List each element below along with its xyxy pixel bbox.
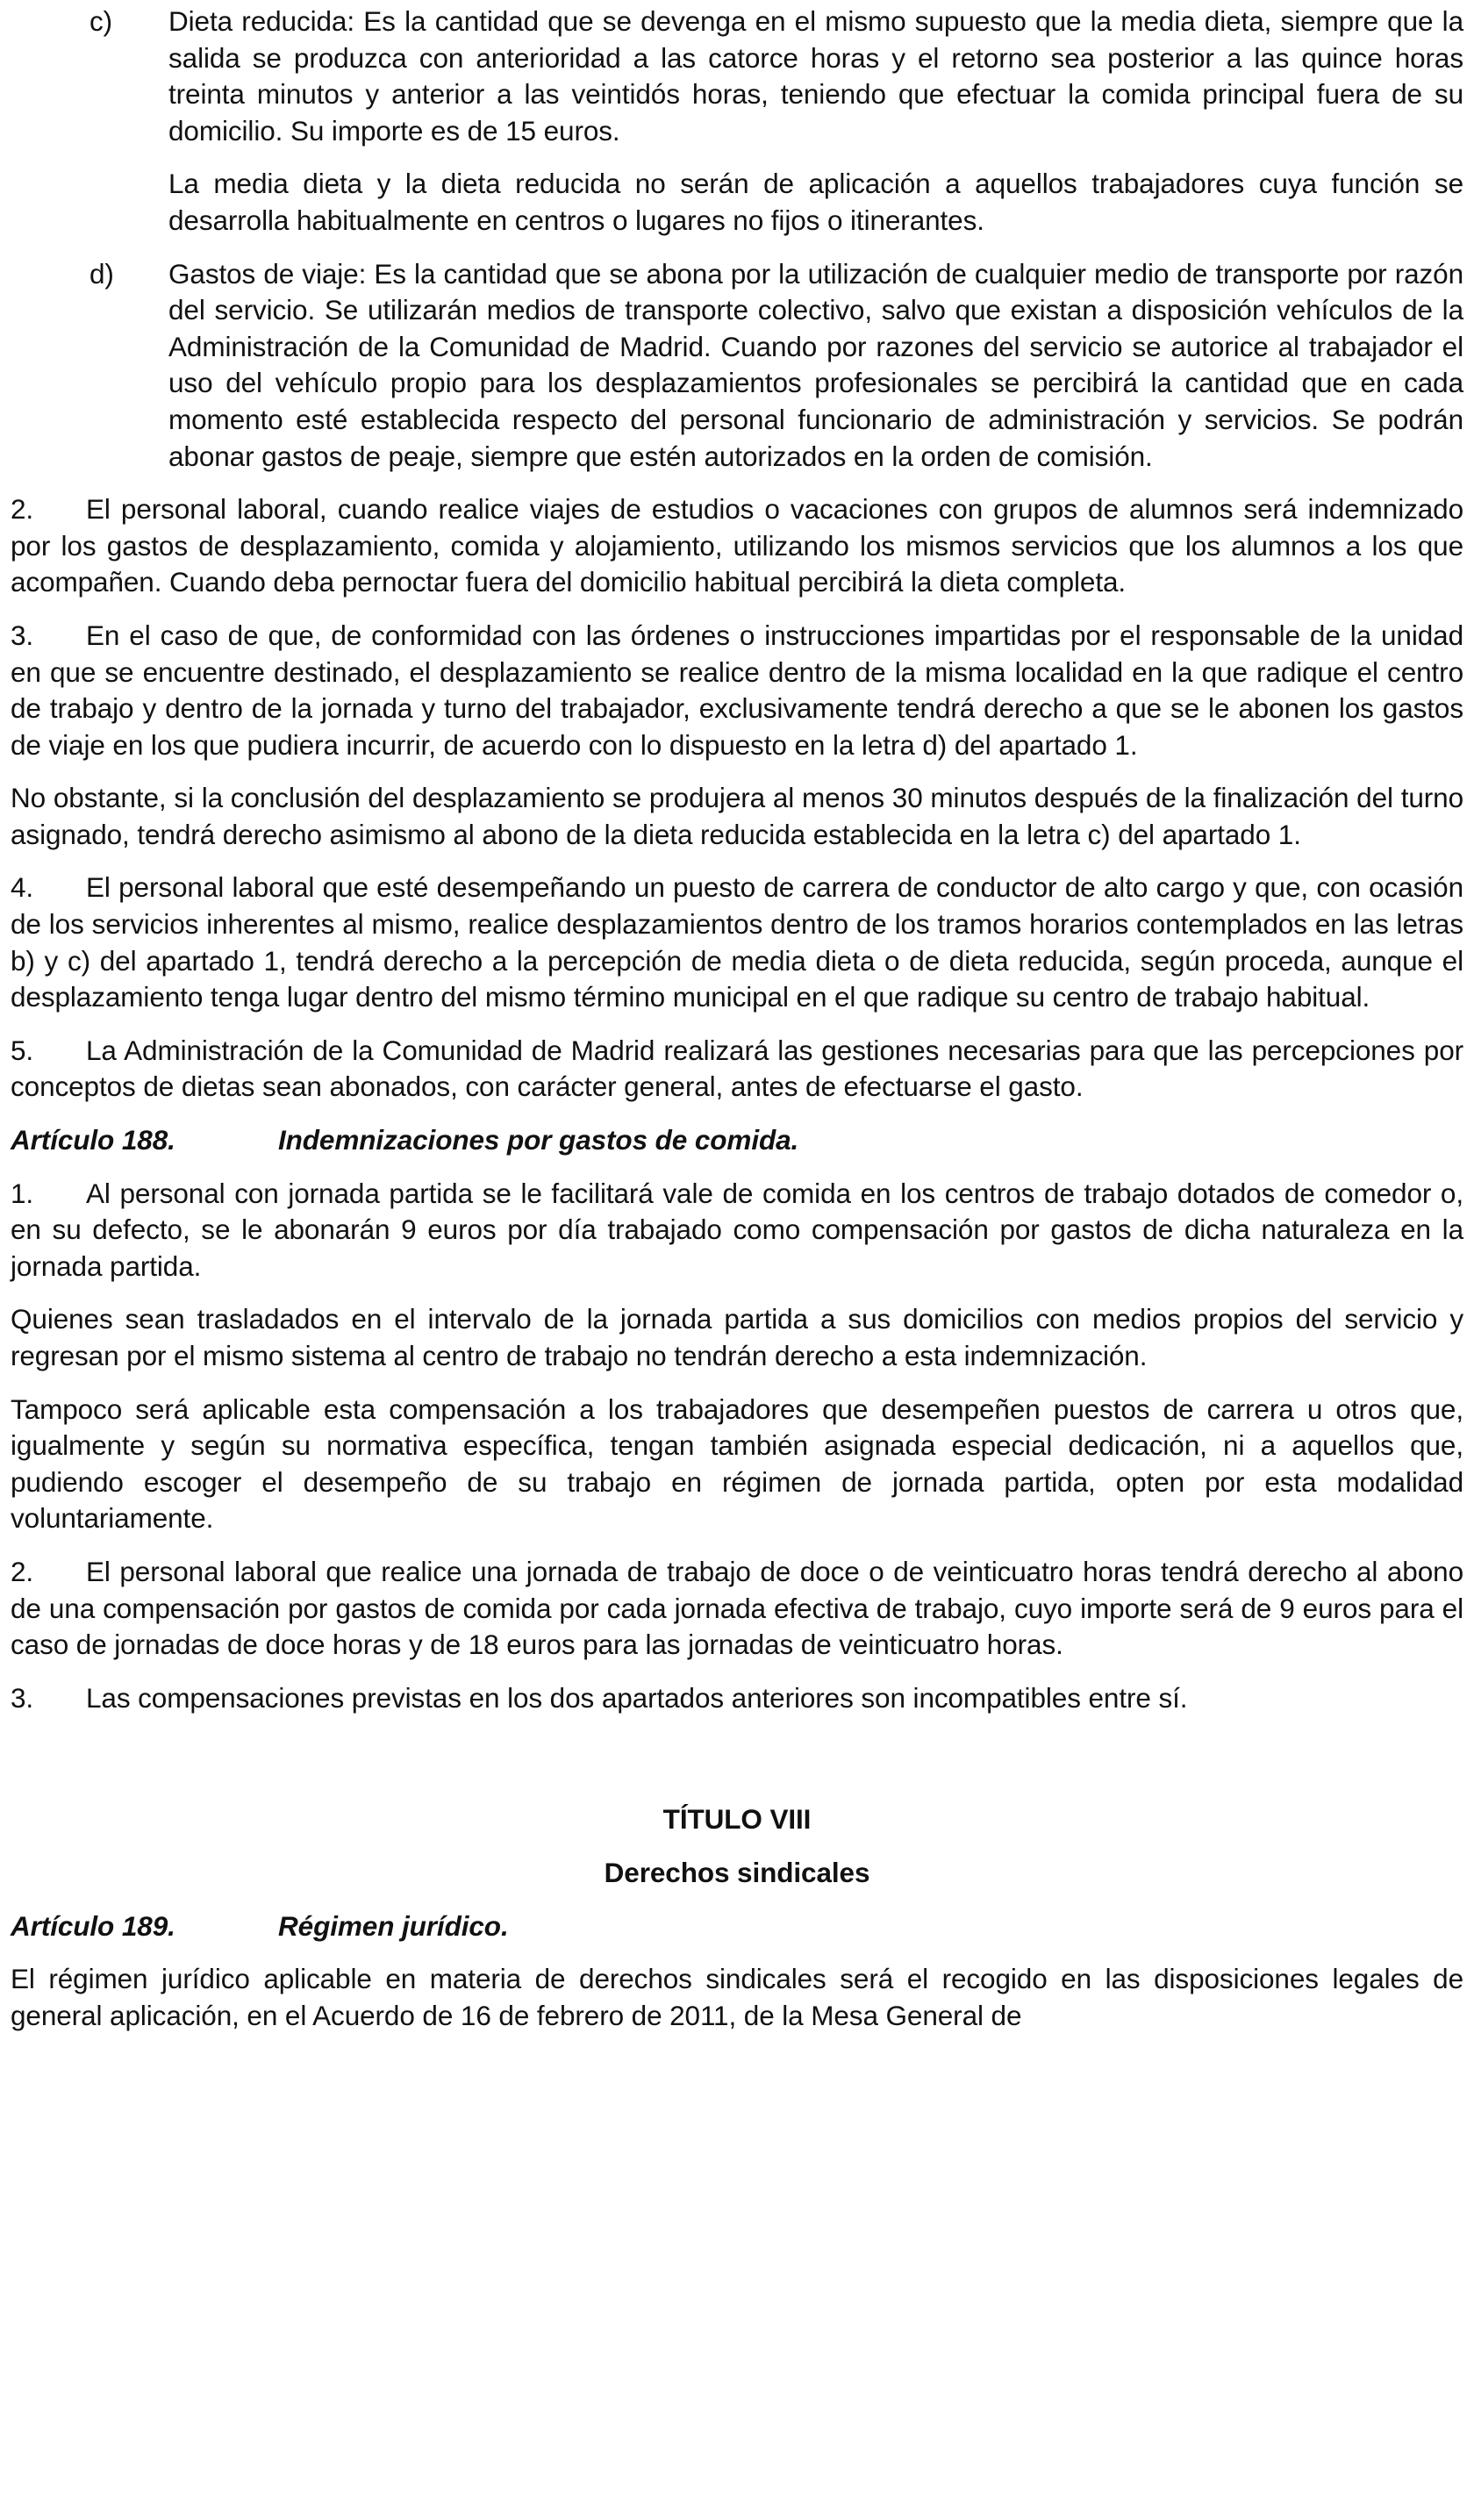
item-d bbox=[11, 256, 1463, 476]
item-d-text: Gastos de viaje: Es la cantidad que se abona por la utilización de cualquier medio de transporte por razón del servicio. Se utilizarán medios de transporte colectivo, salvo que existan a disposición vehículos de la Administración de la Comunidad de Madrid. Cuando por razones del servicio se autorice al trabajador el uso del vehículo propio para los desplazamientos profesionales se percibirá la cantidad que en cada momento esté establecida respecto del personal funcionario de administración y servicios. Se podrán abonar gastos de peaje, siempre que estén autorizados en la orden de comisión. bbox=[168, 257, 1463, 472]
article-188-p2-number: 2. bbox=[11, 1555, 34, 1587]
item-d-label: d) bbox=[89, 257, 114, 290]
section-2-number: 2. bbox=[11, 493, 34, 526]
article-188-p1-text: Al personal con jornada partida se le facilitará vale de comida en los centros de trabajo dotados de comedor o, en su defecto, se le abonarán 9 euros por día trabajado como compensación por gastos de dicha naturaleza en la jornada partida. bbox=[11, 1177, 1463, 1282]
article-188-title: Indemnizaciones por gastos de comida. bbox=[278, 1124, 799, 1156]
article-188-p3-text: Las compensaciones previstas en los dos apartados anteriores son incompatibles entre sí. bbox=[86, 1681, 1188, 1714]
article-188-p1-continuation-b: Tampoco será aplicable esta compensación a los trabajadores que desempeñen puestos de carrera u otros que, igualmente y según su normativa específica, tengan también asignada especial dedicación, ni a aquellos que, pudiendo escoger el desempeño de su trabajo en régimen de jornada partida, opten por esta modalidad voluntariamente. bbox=[11, 1392, 1463, 1535]
section-2-text: El personal laboral, cuando realice viajes de estudios o vacaciones con grupos de alumnos será indemnizado por los gastos de desplazamiento, comida y alojamiento, utilizando los mismos servicios que los alumnos a los que acompañen. Cuando deba pernoctar fuera del domicilio habitual percibirá la dieta completa. bbox=[11, 493, 1463, 598]
article-188-paragraph-2 bbox=[11, 1554, 1463, 1664]
article-188-paragraph-3 bbox=[11, 1680, 1463, 1717]
item-c-text: Dieta reducida: Es la cantidad que se devenga en el mismo supuesto que la media dieta, siempre que la salida se produzca con anterioridad a las catorce horas y el retorno sea posterior a las quince horas treinta minutos y anterior a las veintidós horas, teniendo que efectuar la comida principal fuera de su domicilio. Su importe es de 15 euros. bbox=[168, 5, 1463, 147]
article-188-number: Artículo 188. bbox=[11, 1124, 175, 1156]
article-189-text: El régimen jurídico aplicable en materia de derechos sindicales será el recogido en las disposiciones legales de general aplicación, en el Acuerdo de 16 de febrero de 2011, de la Mesa General de bbox=[11, 1963, 1463, 2031]
section-3-number: 3. bbox=[11, 619, 34, 651]
section-2 bbox=[11, 491, 1463, 601]
section-4-number: 4. bbox=[11, 871, 34, 904]
article-188-heading bbox=[11, 1122, 1463, 1159]
article-188-p2-text: El personal laboral que realice una jornada de trabajo de doce o de veinticuatro horas tendrá derecho al abono de una compensación por gastos de comida por cada jornada efectiva de trabajo, cuyo importe será de 9 euros para el caso de jornadas de doce horas y de 18 euros para las jornadas de veinticuatro horas. bbox=[11, 1555, 1463, 1661]
titulo-subtitle: Derechos sindicales bbox=[604, 1856, 870, 1888]
item-c bbox=[11, 4, 1463, 149]
section-5-number: 5. bbox=[11, 1034, 34, 1066]
section-3-continuation: No obstante, si la conclusión del desplazamiento se produjera al menos 30 minutos después de la finalización del turno asignado, tendrá derecho asimismo al abono de la dieta reducida establecida en la letra c) del apartado 1. bbox=[11, 782, 1463, 850]
article-189-heading bbox=[11, 1908, 1463, 1945]
section-4-text: El personal laboral que esté desempeñando un puesto de carrera de conductor de alto cargo y que, con ocasión de los servicios inherentes al mismo, realice desplazamientos dentro de los tramos horarios contemplados en las letras b) y c) del apartado 1, tendrá derecho a la percepción de media dieta o de dieta reducida, según proceda, aunque el desplazamiento tenga lugar dentro del mismo término municipal en el que radique su centro de trabajo habitual. bbox=[11, 871, 1463, 1013]
article-188-p3-number: 3. bbox=[11, 1681, 34, 1714]
item-c-label: c) bbox=[89, 5, 113, 37]
article-189-title: Régimen jurídico. bbox=[278, 1909, 509, 1942]
section-5 bbox=[11, 1033, 1463, 1106]
section-3 bbox=[11, 618, 1463, 763]
section-3-text: En el caso de que, de conformidad con las órdenes o instrucciones impartidas por el responsable de la unidad en que se encuentre destinado, el desplazamiento se realice dentro de la misma localidad en la que radique el centro de trabajo y dentro de la jornada y turno del trabajador, exclusivamente tendrá derecho a que se le abonen los gastos de viaje en los que pudiera incurrir, de acuerdo con lo dispuesto en la letra d) del apartado 1. bbox=[11, 619, 1463, 761]
article-188-paragraph-1 bbox=[11, 1176, 1463, 1285]
titulo-label: TÍTULO VIII bbox=[662, 1803, 812, 1836]
article-189-number: Artículo 189. bbox=[11, 1909, 175, 1942]
article-188-p1-continuation-a: Quienes sean trasladados en el intervalo de la jornada partida a sus domicilios con medios propios del servicio y regresan por el mismo sistema al centro de trabajo no tendrán derecho a esta indemnización. bbox=[11, 1303, 1463, 1371]
section-5-text: La Administración de la Comunidad de Madrid realizará las gestiones necesarias para que las percepciones por conceptos de dietas sean abonados, con carácter general, antes de efectuarse el gasto. bbox=[11, 1034, 1463, 1103]
item-c-note: La media dieta y la dieta reducida no serán de aplicación a aquellos trabajadores cuya función se desarrolla habitualmente en centros o lugares no fijos o itinerantes. bbox=[168, 168, 1463, 236]
document-page bbox=[11, 4, 1463, 2051]
section-4 bbox=[11, 870, 1463, 1015]
article-188-p1-number: 1. bbox=[11, 1177, 34, 1209]
